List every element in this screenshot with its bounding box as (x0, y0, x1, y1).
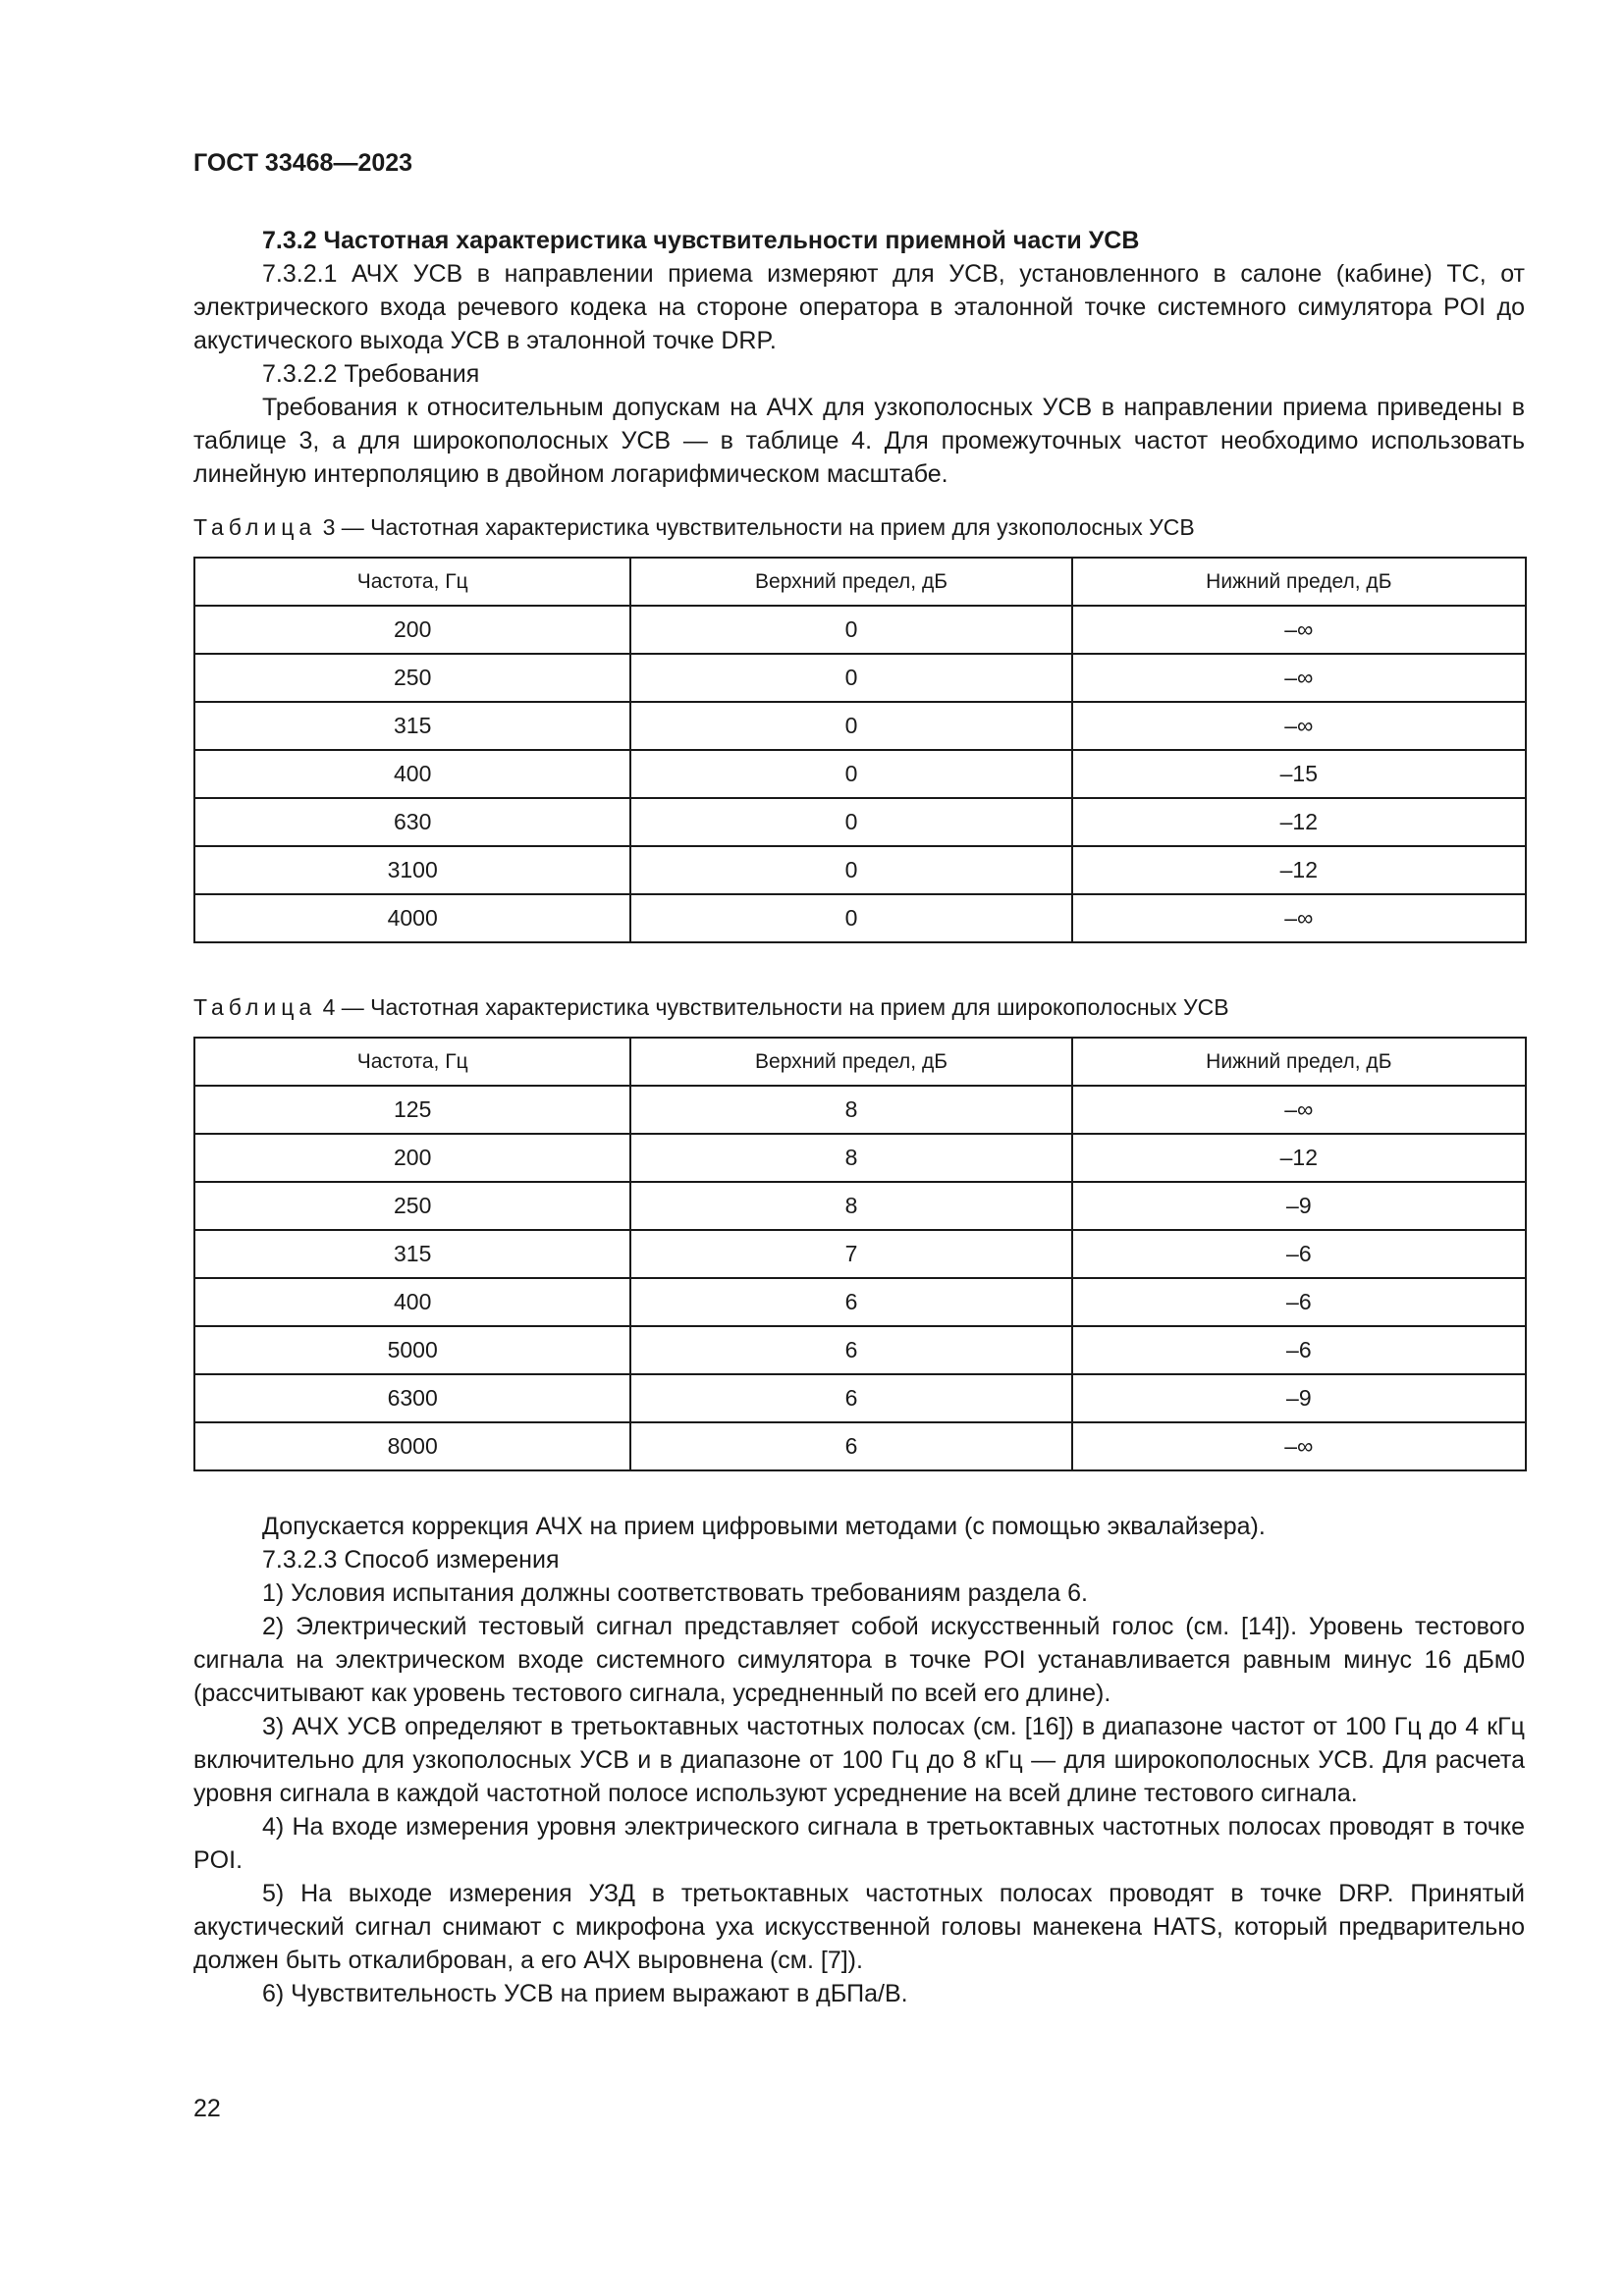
paragraph: Допускается коррекция АЧХ на прием цифровыми методами (с помощью эквалайзера). (262, 1513, 1266, 1540)
table-cell: –6 (1072, 1278, 1526, 1326)
column-header: Нижний предел, дБ (1072, 558, 1526, 606)
column-header: Нижний предел, дБ (1072, 1038, 1526, 1086)
paragraph: 1) Условия испытания должны соответствовать требованиям раздела 6. (262, 1579, 1088, 1607)
table-row (194, 846, 1526, 894)
table-cell: 630 (194, 798, 630, 846)
table-row (194, 1182, 1526, 1230)
table-cell: –∞ (1072, 1086, 1526, 1134)
table-row (194, 1278, 1526, 1326)
table-3 (193, 557, 1527, 943)
table-cell: 315 (194, 702, 630, 750)
table-row (194, 1230, 1526, 1278)
column-header: Верхний предел, дБ (630, 1038, 1071, 1086)
table-cell: 0 (630, 750, 1071, 798)
table-cell: –∞ (1072, 606, 1526, 654)
table-row (194, 654, 1526, 702)
table-cell: 250 (194, 654, 630, 702)
paragraph: 4) На входе измерения уровня электрического сигнала в третьоктавных частотных полосах проводят в точке POI. (193, 1813, 1525, 1874)
table-cell: 0 (630, 654, 1071, 702)
paragraph: 6) Чувствительность УСВ на прием выражают в дБПа/В. (262, 1980, 908, 2007)
caption-text: 3 — Частотная характеристика чувствительности на прием для узкополосных УСВ (316, 514, 1195, 540)
table-cell: 400 (194, 1278, 630, 1326)
table-cell: –12 (1072, 798, 1526, 846)
paragraph: Требования к относительным допускам на АЧХ для узкополосных УСВ в направлении приема приведены в таблице 3, а для широкополосных УСВ — в таблице 4. Для промежуточных частот необходимо использовать линейную интерполяцию в двойном логарифмическом масштабе. (193, 394, 1525, 488)
table-cell: 5000 (194, 1326, 630, 1374)
table-cell: 125 (194, 1086, 630, 1134)
column-header: Частота, Гц (194, 558, 630, 606)
paragraph: 5) На выходе измерения УЗД в третьоктавных частотных полосах проводят в точке DRP. Принятый акустический сигнал снимают с микрофона уха искусственной головы манекена HATS, который предварительно должен быть откалиброван, а его АЧХ выровнена (см. [7]). (193, 1880, 1525, 1974)
page-number: 22 (193, 2095, 221, 2122)
table-cell: –9 (1072, 1374, 1526, 1422)
table-cell: –6 (1072, 1326, 1526, 1374)
paragraph: 2) Электрический тестовый сигнал представляет собой искусственный голос (см. [14]). Уровень тестового сигнала на электрическом входе системного симулятора в точке POI устанавливается равным минус 16 дБм0 (рассчитывают как уровень тестового сигнала, усредненный по всей его длине). (193, 1613, 1525, 1707)
table-row (194, 1086, 1526, 1134)
table-cell: 3100 (194, 846, 630, 894)
table-cell: –∞ (1072, 894, 1526, 942)
table-cell: 8000 (194, 1422, 630, 1470)
table-row (194, 750, 1526, 798)
table-cell: –15 (1072, 750, 1526, 798)
table-header-row (194, 558, 1526, 606)
table-cell: –12 (1072, 1134, 1526, 1182)
table-cell: 0 (630, 798, 1071, 846)
table-cell: 250 (194, 1182, 630, 1230)
table-cell: 8 (630, 1086, 1071, 1134)
table3-caption (193, 514, 1195, 541)
table4-caption (193, 994, 1229, 1021)
caption-text: 4 — Частотная характеристика чувствительности на прием для широкополосных УСВ (316, 994, 1229, 1020)
table-cell: 0 (630, 846, 1071, 894)
table-row (194, 894, 1526, 942)
document-header: ГОСТ 33468—2023 (193, 149, 413, 177)
table-row (194, 606, 1526, 654)
table-cell: 8 (630, 1182, 1071, 1230)
table-cell: –∞ (1072, 702, 1526, 750)
body-section (193, 1510, 1525, 2010)
table-cell: 6300 (194, 1374, 630, 1422)
table-cell: 400 (194, 750, 630, 798)
table-cell: 4000 (194, 894, 630, 942)
paragraph: 7.3.2.1 АЧХ УСВ в направлении приема измеряют для УСВ, установленного в салоне (кабине) ТС, от электрического входа речевого кодека на стороне оператора в эталонной точке системного симулятора POI до акустического выхода УСВ в эталонной точке DRP. (193, 260, 1525, 354)
section-title: 7.3.2 Частотная характеристика чувствительности приемной части УСВ (262, 227, 1140, 254)
table-cell: –9 (1072, 1182, 1526, 1230)
paragraph: 3) АЧХ УСВ определяют в третьоктавных частотных полосах (см. [16]) в диапазоне частот от 100 Гц до 4 кГц включительно для узкополосных УСВ и в диапазоне от 100 Гц до 8 кГц — для широкополосных УСВ. Для расчета уровня сигнала в каждой частотной полосе используют усреднение на всей длине тестового сигнала. (193, 1713, 1525, 1807)
paragraph: 7.3.2.2 Требования (262, 360, 480, 388)
table-cell: –6 (1072, 1230, 1526, 1278)
caption-label: Таблица (193, 994, 317, 1020)
table-row (194, 1326, 1526, 1374)
table-cell: 6 (630, 1278, 1071, 1326)
table-cell: –12 (1072, 846, 1526, 894)
table-cell: 8 (630, 1134, 1071, 1182)
table-header-row (194, 1038, 1526, 1086)
table-4 (193, 1037, 1527, 1471)
table-cell: 200 (194, 606, 630, 654)
table-cell: 6 (630, 1422, 1071, 1470)
caption-label: Таблица (193, 514, 317, 540)
paragraph: 7.3.2.3 Способ измерения (262, 1546, 560, 1574)
table-cell: 0 (630, 894, 1071, 942)
table-row (194, 1374, 1526, 1422)
table-row (194, 798, 1526, 846)
table-cell: –∞ (1072, 1422, 1526, 1470)
column-header: Верхний предел, дБ (630, 558, 1071, 606)
table-cell: 6 (630, 1374, 1071, 1422)
table-row (194, 1422, 1526, 1470)
table-cell: 0 (630, 702, 1071, 750)
table-cell: 6 (630, 1326, 1071, 1374)
table-cell: 315 (194, 1230, 630, 1278)
table-row (194, 1134, 1526, 1182)
table-row (194, 702, 1526, 750)
table-cell: 0 (630, 606, 1071, 654)
table-cell: 7 (630, 1230, 1071, 1278)
table-cell: 200 (194, 1134, 630, 1182)
column-header: Частота, Гц (194, 1038, 630, 1086)
intro-section (193, 224, 1525, 491)
table-cell: –∞ (1072, 654, 1526, 702)
